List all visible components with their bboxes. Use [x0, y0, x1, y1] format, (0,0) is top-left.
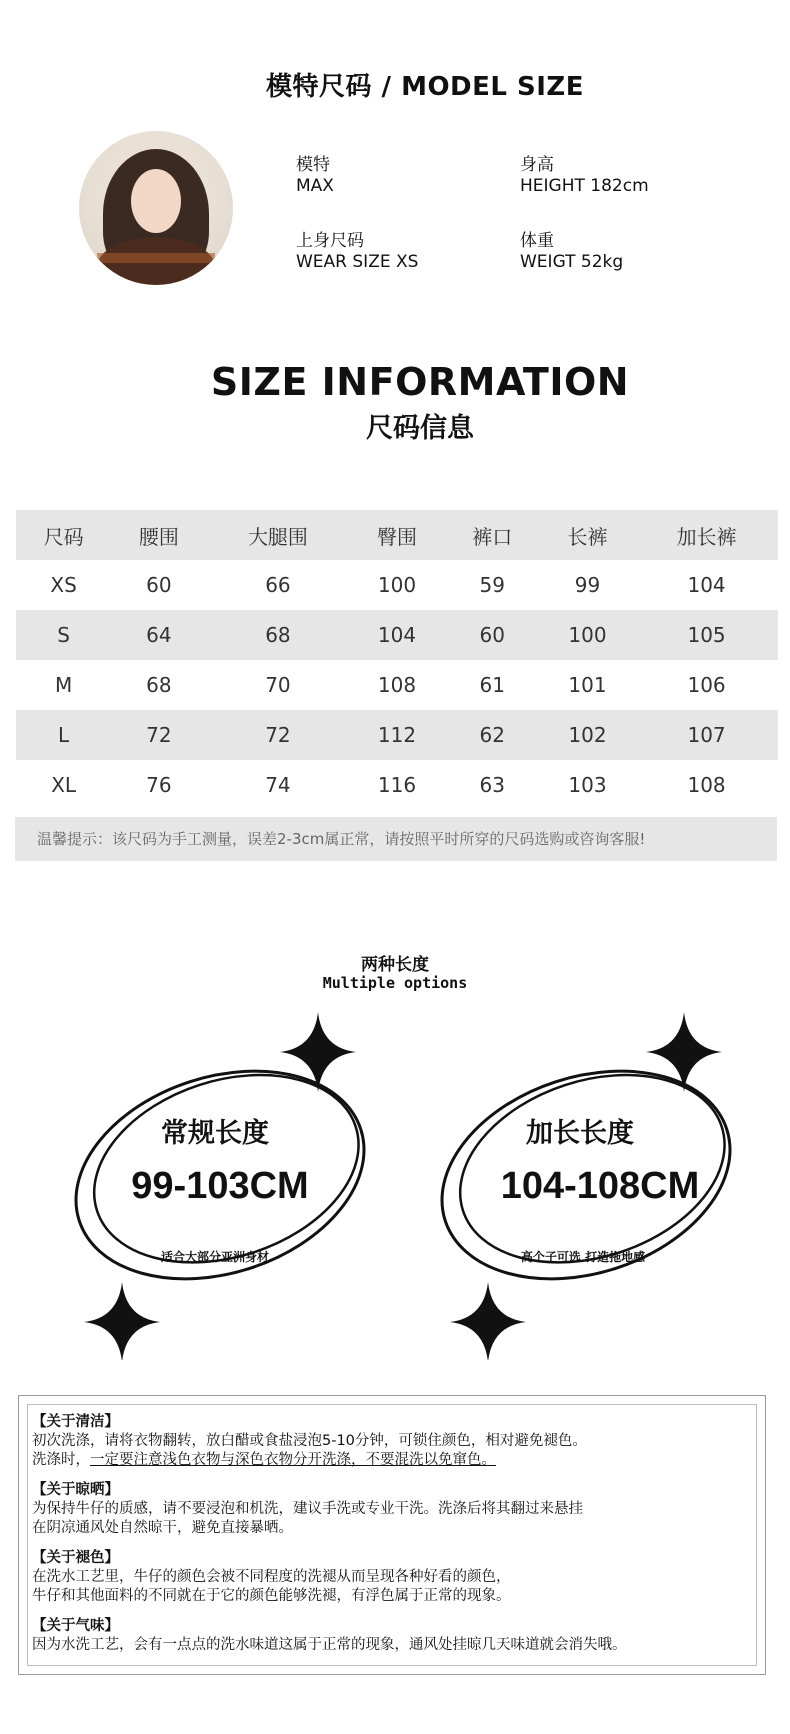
care-text: [32, 1413, 762, 1666]
size-note: 温馨提示：该尺码为手工测量，误差2-3cm属正常，请按照平时所穿的尺码选购或咨询客服!: [15, 817, 777, 861]
table-cell: 59: [479, 573, 505, 597]
care-fade-line: 牛仔和其他面料的不同就在于它的颜色能够洗褪，有浮色属于正常的现象。: [32, 1588, 511, 1604]
table-header-row: [16, 510, 778, 560]
care-wash-line: [32, 1451, 762, 1470]
sparkle-icon: [280, 1012, 356, 1092]
care-smell-line: 因为水洗工艺，会有一点点的洗水味道这属于正常的现象，通风处挂晾几天味道就会消失哦。: [32, 1637, 627, 1653]
size-table: [16, 510, 778, 810]
table-cell: 102: [540, 710, 635, 760]
table-cell: XS: [50, 573, 77, 597]
table-header: 腰围: [111, 510, 206, 560]
sparkle-icon: [646, 1012, 722, 1092]
care-dry-section: [32, 1481, 762, 1538]
sparkle-icon: [84, 1282, 160, 1360]
table-cell: 72: [111, 710, 206, 760]
long-length-range: 104-108CM: [500, 1165, 700, 1207]
table-cell: 106: [687, 673, 726, 697]
table-cell: S: [16, 610, 111, 660]
table-cell: 60: [445, 610, 540, 660]
table-row: [16, 660, 778, 710]
table-cell: 104: [687, 573, 726, 597]
care-wash-heading: 【关于清洁】: [32, 1414, 119, 1430]
table-cell: 107: [635, 710, 778, 760]
wear-size-label: 上身尺码: [296, 231, 364, 251]
regular-length-label: 常规长度: [161, 1118, 269, 1149]
table-cell: 68: [146, 673, 172, 697]
table-cell: 74: [265, 773, 291, 797]
table-header: 尺码: [16, 510, 111, 560]
table-cell: 72: [207, 710, 350, 760]
care-fade-section: [32, 1549, 762, 1606]
table-cell: 100: [540, 610, 635, 660]
table-cell: 61: [479, 673, 505, 697]
table-row: [16, 560, 778, 610]
care-wash-line: 初次洗涤，请将衣物翻转，放白醋或食盐浸泡5-10分钟，可锁住颜色，相对避免褪色。: [32, 1433, 587, 1449]
table-cell: 63: [479, 773, 505, 797]
table-row: [16, 760, 778, 810]
long-length-label: 加长长度: [526, 1118, 634, 1149]
options-subtitle: Multiple options: [322, 974, 468, 992]
height-value: HEIGHT 182cm: [520, 176, 649, 196]
regular-length-range: 99-103CM: [131, 1165, 309, 1207]
wear-size-value: WEAR SIZE XS: [296, 252, 419, 272]
model-label: 模特: [296, 155, 330, 175]
care-dry-line: 为保持牛仔的质感，请不要浸泡和机洗，建议手洗或专业干洗。洗涤后将其翻过来悬挂: [32, 1501, 583, 1517]
care-fade-heading: 【关于褪色】: [32, 1550, 119, 1566]
table-cell: 101: [568, 673, 607, 697]
size-info-subtitle: 尺码信息: [366, 413, 474, 444]
table-cell: 112: [349, 710, 444, 760]
regular-length-desc: 适合大部分亚洲身材: [160, 1250, 269, 1264]
table-header: 臀围: [349, 510, 444, 560]
table-cell: 103: [568, 773, 607, 797]
model-name: MAX: [296, 176, 334, 196]
table-header: 加长裤: [635, 510, 778, 560]
table-cell: 68: [207, 610, 350, 660]
size-info-title: SIZE INFORMATION: [210, 360, 630, 404]
sparkle-icon: [450, 1282, 526, 1360]
table-row: [16, 610, 778, 660]
table-row: [16, 710, 778, 760]
model-avatar: [79, 131, 233, 285]
table-cell: 66: [265, 573, 291, 597]
height-label: 身高: [520, 155, 554, 175]
care-dry-line: 在阴凉通风处自然晾干，避免直接暴晒。: [32, 1520, 293, 1536]
table-cell: 100: [377, 573, 417, 597]
table-header: 裤口: [445, 510, 540, 560]
weight-label: 体重: [520, 231, 554, 251]
table-header: 长裤: [540, 510, 635, 560]
table-cell: 70: [265, 673, 291, 697]
care-fade-line: 在洗水工艺里，牛仔的颜色会被不同程度的洗褪从而呈现各种好看的颜色，: [32, 1569, 511, 1585]
long-length-desc: 高个子可选 打造拖地感: [520, 1250, 646, 1264]
care-wash-line-prefix: 洗涤时，: [32, 1452, 90, 1468]
care-smell-section: [32, 1617, 762, 1655]
table-cell: XL: [51, 773, 77, 797]
table-cell: 60: [146, 573, 172, 597]
options-title: 两种长度: [361, 955, 429, 975]
table-cell: 62: [445, 710, 540, 760]
table-cell: 108: [687, 773, 726, 797]
model-size-title: 模特尺码 / MODEL SIZE: [265, 72, 585, 102]
table-cell: 116: [377, 773, 417, 797]
care-smell-heading: 【关于气味】: [32, 1618, 119, 1634]
table-cell: 76: [146, 773, 172, 797]
care-wash-underlined: 一定要注意浅色衣物与深色衣物分开洗涤，不要混洗以免窜色。: [90, 1452, 496, 1468]
care-wash-section: [32, 1413, 762, 1470]
table-cell: M: [54, 673, 73, 697]
table-cell: 104: [349, 610, 444, 660]
table-cell: 99: [574, 573, 601, 597]
table-cell: 64: [111, 610, 206, 660]
table-cell: L: [16, 710, 111, 760]
table-cell: 108: [377, 673, 417, 697]
table-header: 大腿围: [207, 510, 350, 560]
care-dry-heading: 【关于晾晒】: [32, 1482, 119, 1498]
weight-value: WEIGT 52kg: [520, 252, 624, 272]
table-cell: 105: [635, 610, 778, 660]
